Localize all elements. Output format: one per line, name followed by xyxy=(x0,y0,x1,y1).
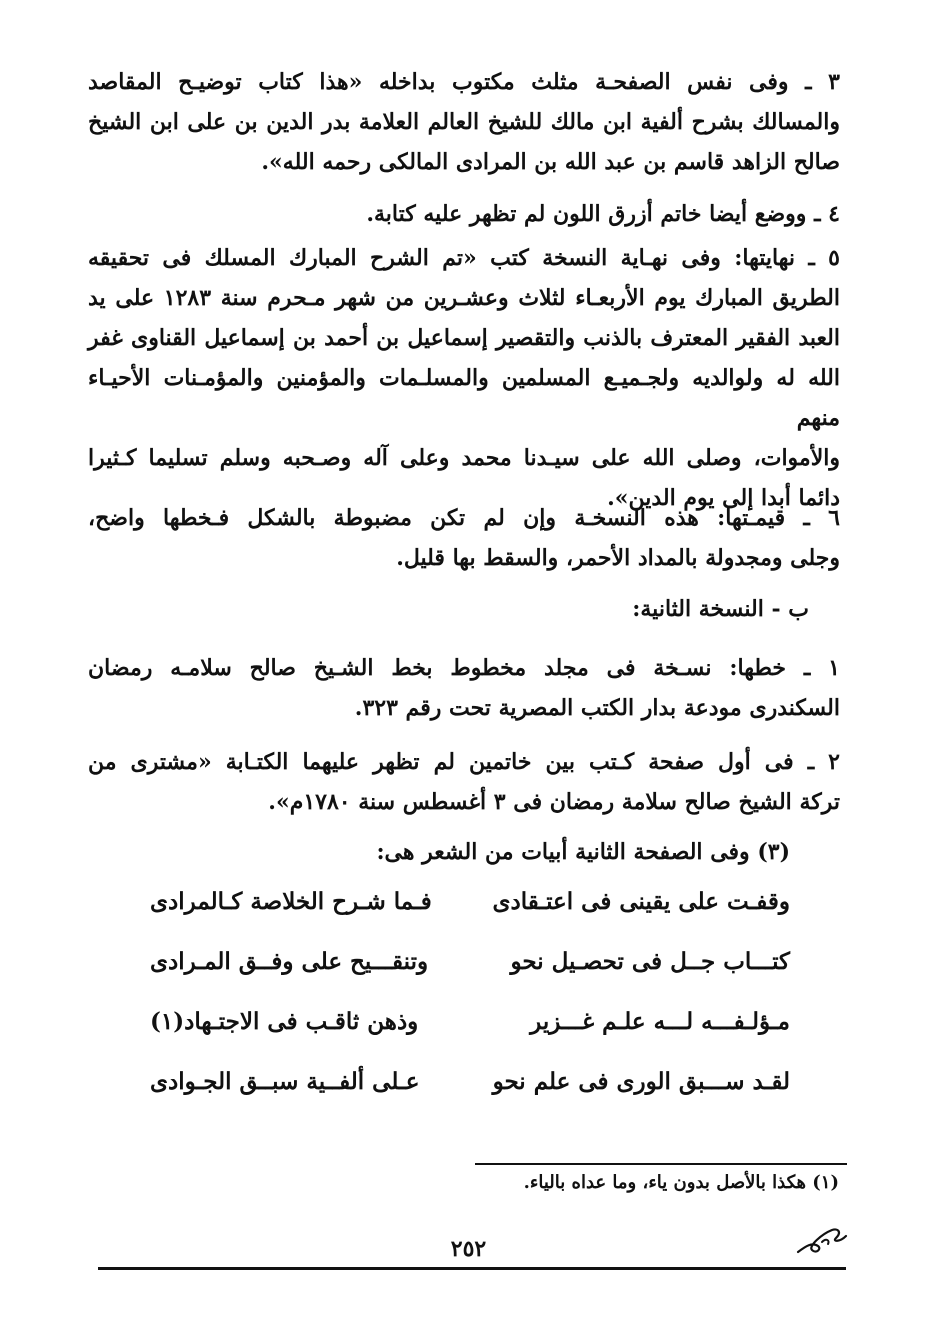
text-line: ٢ ـ فى أول صفحة كـتب بين خاتمين لم تظهر عليهما الكتـابة «مشترى من xyxy=(88,749,840,775)
text-line: الله له ولوالديه ولجـميـع المسلمين والمسلـمات والمؤمنين والمؤمـنات الأحيـاء منهم xyxy=(88,365,840,431)
text-line: ٦ ـ قيمـتها: هذه النسخـة وإن لم تكن مضبوطة بالشكل فـخطها واضح، xyxy=(88,505,840,531)
text-line: ٣ ـ وفى نفس الصفحـة مثلث مكتوب بداخله «هذا كتاب توضيـح المقاصد xyxy=(88,69,840,95)
verse-second-hemistich: وتنقـــيح على وفــق المـرادى xyxy=(150,948,429,975)
verse-second-hemistich: عـلى ألفــية سبــق الجـوادى xyxy=(150,1068,420,1095)
paragraph-item-5 xyxy=(88,238,840,518)
text-line: ١ ـ خطها: نسـخة فى مجلد مخطوط بخط الشـيخ صالح سلامـه رمضان xyxy=(88,655,840,681)
footnote-divider xyxy=(475,1163,847,1165)
text-line: العبد الفقير المعترف بالذنب والتقصير إسماعيل بن أحمد بن إسماعيل القناوى غفر xyxy=(88,325,840,351)
text-line: دائما أبدا إلى يوم الدين». xyxy=(607,485,840,511)
paragraph-copy-2-item-1 xyxy=(88,648,840,728)
footnote: (١) هكذا بالأصل بدون ياء، وما عداه بالياء. xyxy=(523,1172,839,1193)
paragraph-item-6 xyxy=(88,498,840,578)
poem-verse xyxy=(150,1068,790,1128)
paragraph-item-3 xyxy=(88,62,840,182)
text-line: السكندرى مودعة بدار الكتب المصرية تحت رقم ٣٢٣. xyxy=(354,695,840,721)
verse-first-hemistich: وقفـت على يقينى فى اعتـقادى xyxy=(492,888,790,915)
poem-verse xyxy=(150,888,790,948)
page-number: ٢٥٢ xyxy=(450,1236,487,1262)
verse-second-hemistich: فـما شـرح الخلاصة كـالمرادى xyxy=(150,888,432,915)
paragraph-copy-2-item-3 xyxy=(360,832,790,872)
bottom-rule xyxy=(98,1267,846,1270)
verse-second-hemistich: وذهن ثاقـب فى الاجتـهاد(١) xyxy=(150,1008,419,1035)
text-line: والأموات، وصلى الله على سيـدنا محمد وعلى آله وصـحبه وسلم تسليما كـثيرا xyxy=(88,445,840,471)
paragraph-copy-2-item-2 xyxy=(88,742,840,822)
text-line: صالح الزاهد قاسم بن عبد الله بن المرادى المالكى رحمه الله». xyxy=(261,149,840,175)
text-line: الطريق المبارك يوم الأربعـاء لثلاث وعشـرين من شهر مـحرم سنة ١٢٨٣ على يد xyxy=(88,285,840,311)
text-line: وجلى ومجدولة بالمداد الأحمر، والسقط بها قليل. xyxy=(396,545,840,571)
paragraph-item-4 xyxy=(88,194,840,234)
poem xyxy=(150,888,790,1128)
text-line: ٥ ـ نهايتها: وفى نهـاية النسخة كتب «تم الشرح المبارك المسلك فى تحقيقه xyxy=(88,245,840,271)
text-line: ٤ ـ ووضع أيضا خاتم أزرق اللون لم تظهر عليه كتابة. xyxy=(366,201,840,227)
verse-first-hemistich: مـؤلـفـــه لـــه علـم غـــزير xyxy=(530,1008,790,1035)
text-line: تركة الشيخ صالح سلامة رمضان فى ٣ أغسطس سنة ١٧٨٠م». xyxy=(268,789,840,815)
section-heading: ب - النسخة الثانية: xyxy=(632,596,809,622)
poem-verse xyxy=(150,1008,790,1068)
text-line: والمسالك بشرح ألفية ابن مالك للشيخ العالم العلامة بدر الدين بن على ابن الشيخ xyxy=(88,109,840,135)
poem-verse xyxy=(150,948,790,1008)
verse-first-hemistich: لقـد ســـبق الورى فى علم نحو xyxy=(492,1068,790,1095)
verse-first-hemistich: كتـــاب جــل فى تحصـيل نحو xyxy=(510,948,790,975)
text-line: (٣) وفى الصفحة الثانية أبيات من الشعر هى: xyxy=(376,839,790,865)
